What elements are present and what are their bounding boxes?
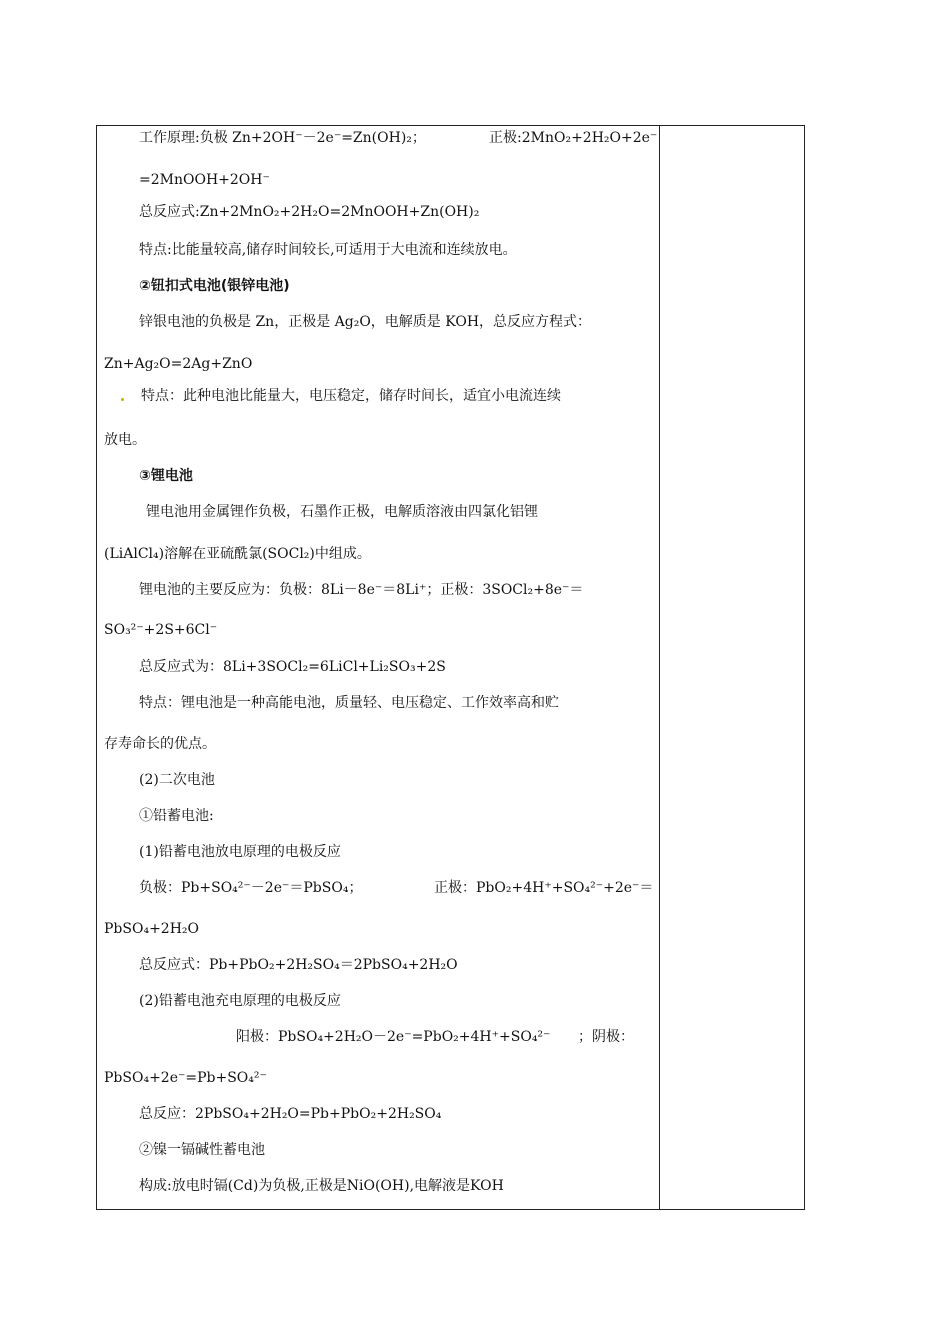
text-line: (LiAlCl₄)溶解在亚硫酰氯(SOCl₂)中组成。 xyxy=(104,546,371,562)
text-line: 锂电池用金属锂作负极，石墨作正极，电解质溶液由四氯化铝锂 xyxy=(146,504,538,520)
column-divider xyxy=(659,125,660,1210)
text-line: ②镍一镉碱性蓄电池 xyxy=(139,1142,265,1158)
text-line: 特点：锂电池是一种高能电池，质量轻、电压稳定、工作效率高和贮 xyxy=(139,695,559,711)
text-line: 放电。 xyxy=(104,432,146,448)
text-line: PbSO₄+2H₂O xyxy=(104,921,199,937)
text-line: 总反应：2PbSO₄+2H₂O=Pb+PbO₂+2H₂SO₄ xyxy=(139,1106,442,1122)
text-line: 构成:放电时镉(Cd)为负极,正极是NiO(OH),电解液是KOH xyxy=(139,1178,504,1194)
text-line: 特点:比能量较高,储存时间较长,可适用于大电流和连续放电。 xyxy=(139,242,517,258)
text-line: (1)铅蓄电池放电原理的电极反应 xyxy=(139,844,341,860)
text-line: (2)铅蓄电池充电原理的电极反应 xyxy=(139,993,341,1009)
text-line: 特点：此种电池比能量大，电压稳定，储存时间长，适宜小电流连续 xyxy=(141,388,561,404)
text-line: 正极:2MnO₂+2H₂O+2e⁻ xyxy=(489,130,658,146)
text-line: 总反应式:Zn+2MnO₂+2H₂O=2MnOOH+Zn(OH)₂ xyxy=(139,204,480,220)
text-line: 正极：PbO₂+4H⁺+SO₄²⁻+2e⁻＝ xyxy=(434,880,654,896)
text-line: PbSO₄+2e⁻=Pb+SO₄²⁻ xyxy=(104,1070,267,1086)
decorative-dot xyxy=(121,398,124,401)
text-line: SO₃²⁻+2S+6Cl⁻ xyxy=(104,622,218,638)
text-line: ；阴极： xyxy=(578,1029,634,1045)
text-line: 阳极：PbSO₄+2H₂O－2e⁻=PbO₂+4H⁺+SO₄²⁻ xyxy=(236,1029,551,1045)
text-line: 工作原理:负极 Zn+2OH⁻－2e⁻=Zn(OH)₂； xyxy=(139,130,426,146)
text-line: 负极：Pb+SO₄²⁻－2e⁻＝PbSO₄； xyxy=(139,880,363,896)
text-line: 锂电池的主要反应为：负极：8Li－8e⁻＝8Li⁺；正极：3SOCl₂+8e⁻＝ xyxy=(139,582,584,598)
text-line: Zn+Ag₂O=2Ag+ZnO xyxy=(104,356,253,372)
text-line: =2MnOOH+2OH⁻ xyxy=(139,172,270,188)
text-line: ①铅蓄电池: xyxy=(139,808,214,824)
text-line: (2)二次电池 xyxy=(139,772,215,788)
text-line: 存寿命长的优点。 xyxy=(104,736,216,752)
text-line: 总反应式：Pb+PbO₂+2H₂SO₄＝2PbSO₄+2H₂O xyxy=(139,957,458,973)
section-heading: ③锂电池 xyxy=(139,468,193,484)
section-heading: ②钮扣式电池(银锌电池) xyxy=(139,278,290,294)
text-line: 锌银电池的负极是 Zn，正极是 Ag₂O，电解质是 KOH，总反应方程式： xyxy=(139,314,592,330)
text-line: 总反应式为：8Li+3SOCl₂=6LiCl+Li₂SO₃+2S xyxy=(139,659,446,675)
